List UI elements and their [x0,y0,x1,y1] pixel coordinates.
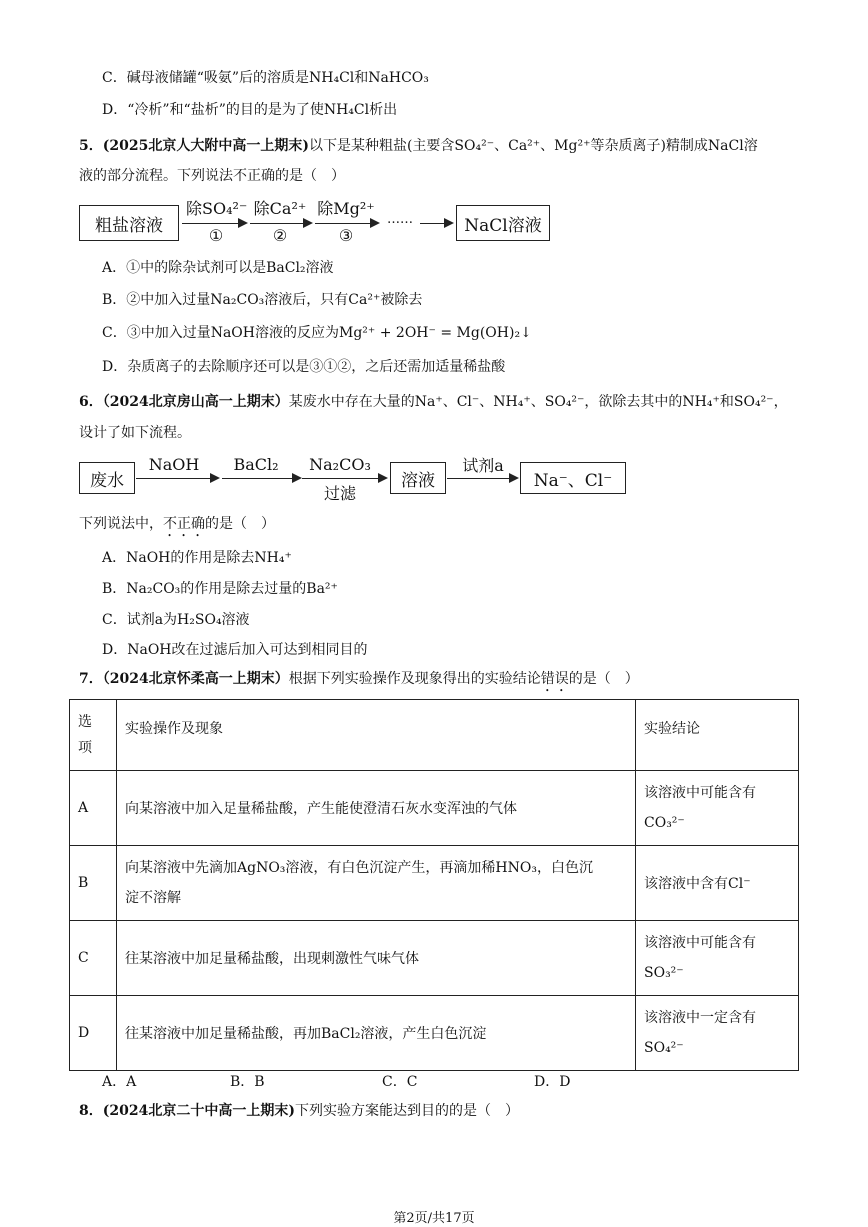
q6-flow-label-na2co3: Na₂CO₃ [309,455,371,474]
q5-flow-step3-top: 除Mg²⁺ [317,199,375,218]
q6-option-c: C．试剂a为H₂SO₄溶液 [102,612,250,628]
q6-flow-arrow-1 [136,478,210,479]
q6-flow-label-reagent-a: 试剂a [462,456,504,475]
q5-flow-step3-bottom: ③ [338,226,354,245]
q6-flow-label-naoh: NaOH [148,455,200,474]
q5-flow-arrow-4 [420,223,444,224]
q7-number: 7． [79,671,103,687]
q5-flow-start-box: 粗盐溶液 [79,205,179,241]
q7-row-b-conclusion: 该溶液中含有Cl⁻ [636,846,799,921]
q7-row-a-option: A [70,771,117,846]
q7-row-b-option: B [70,846,117,921]
q6-flow-end-box: Na⁻、Cl⁻ [520,462,626,494]
q7-row-c-conclusion: 该溶液中可能含有 SO₃²⁻ [636,921,799,996]
page-footer: 第2页/共17页 [393,1211,475,1226]
q5-option-b: B．②中加入过量Na₂CO₃溶液后，只有Ca²⁺被除去 [102,292,423,308]
table-row [70,846,799,921]
q5-option-a: A．①中的除杂试剂可以是BaCl₂溶液 [102,260,334,276]
q7-table [69,699,799,1071]
q6-flow-arrow-3 [302,478,378,479]
q7-row-a-operation: 向某溶液中加入足量稀盐酸，产生能使澄清石灰水变浑浊的气体 [117,771,636,846]
q5-option-d: D．杂质离子的去除顺序还可以是③①②，之后还需加适量稀盐酸 [102,359,506,375]
q7-header-option: 选 项 [70,700,117,771]
q7-source: （2024北京怀柔高一上期末） [102,671,289,687]
q5-stem-line2: 液的部分流程。下列说法不正确的是（ ） [79,168,345,184]
q5-flow-ellipsis: …… [387,212,413,227]
q5-flow-arrow-2 [250,223,303,224]
q5-flow-step2-top: 除Ca²⁺ [253,199,307,218]
q5-stem-text: 以下是某种粗盐(主要含SO₄²⁻、Ca²⁺、Mg²⁺等杂质离子)精制成NaCl溶 [308,138,758,154]
q7-answer-a: A．A [102,1074,137,1090]
q7-row-b-operation: 向某溶液中先滴加AgNO₃溶液，有白色沉淀产生，再滴加稀HNO₃，白色沉 淀不溶解 [117,846,636,921]
q8-number: 8． [79,1103,103,1119]
q5-flow-step1-top: 除SO₄²⁻ [186,199,248,218]
q7-stem-suffix: 的是（ ） [568,671,639,687]
q6-prompt-suffix: 的是（ ） [205,516,275,532]
q6-option-a: A．NaOH的作用是除去NH₄⁺ [102,550,292,566]
q7-answer-c: C．C [382,1074,418,1090]
q6-option-d: D．NaOH改在过滤后加入可达到相同目的 [102,642,368,658]
q7-row-d-option: D [70,996,117,1071]
q6-flow-arrow-2 [222,478,292,479]
q7-stem [79,669,639,695]
table-row [70,996,799,1071]
q7-row-d-operation: 往某溶液中加足量稀盐酸，再加BaCl₂溶液，产生白色沉淀 [117,996,636,1071]
q8-stem [79,1101,519,1121]
q5-number: 5． [79,138,103,154]
q6-flow-mid-box: 溶液 [390,462,446,494]
q4-option-d: D．“冷析”和“盐析”的目的是为了使NH₄Cl析出 [102,102,398,118]
q6-source: （2024北京房山高一上期末） [102,394,289,410]
q7-answer-b: B．B [230,1074,265,1090]
q6-stem-line2: 设计了如下流程。 [79,425,191,441]
q5-stem-line1 [79,136,758,156]
q7-header-conclusion: 实验结论 [636,700,799,771]
q5-flow-arrowhead-4 [444,218,454,228]
q6-flow-start-box: 废水 [79,462,135,494]
q8-source: (2024北京二十中高一上期末) [102,1103,295,1119]
q6-option-b: B．Na₂CO₃的作用是除去过量的Ba²⁺ [102,581,338,597]
q6-prompt [79,514,275,540]
q7-stem-emphasis: 错误 [540,671,569,687]
table-row [70,771,799,846]
q6-flow-label-bacl2: BaCl₂ [233,455,279,474]
q7-row-c-option: C [70,921,117,996]
q7-row-a-conclusion: 该溶液中可能含有 CO₃²⁻ [636,771,799,846]
q8-stem-text: 下列实验方案能达到目的的是（ ） [294,1103,519,1119]
q4-option-c: C．碱母液储罐“吸氨”后的溶质是NH₄Cl和NaHCO₃ [102,70,429,86]
q7-stem-prefix: 根据下列实验操作及现象得出的实验结论 [288,671,541,687]
q6-flow-arrow-4 [447,478,509,479]
q5-flow-step2-bottom: ② [272,226,288,245]
q7-header-operation: 实验操作及现象 [117,700,636,771]
q7-table-header-row [70,700,799,771]
q7-answer-d: D．D [534,1074,571,1090]
q6-stem-line1 [79,392,788,412]
q5-flow-step1-bottom: ① [208,226,224,245]
q6-flow-arrowhead-1 [210,473,220,483]
q5-flow-arrow-3 [315,223,370,224]
q5-flow-arrow-1 [182,223,238,224]
q6-flow-arrowhead-2 [292,473,302,483]
table-row [70,921,799,996]
q7-row-d-conclusion: 该溶液中一定含有 SO₄²⁻ [636,996,799,1071]
q7-row-c-operation: 往某溶液中加足量稀盐酸，出现刺激性气味气体 [117,921,636,996]
q6-flow-arrowhead-3 [378,473,388,483]
q6-prompt-emphasis: 不正确 [163,516,205,532]
q6-number: 6． [79,394,103,410]
q6-stem-text: 某废水中存在大量的Na⁺、Cl⁻、NH₄⁺、SO₄²⁻，欲除去其中的NH₄⁺和SO₄²⁻， [288,394,788,410]
q5-flow-end-box: NaCl溶液 [456,205,550,241]
q6-flow-arrowhead-4 [509,473,519,483]
q6-flow-label-filter: 过滤 [323,484,356,503]
q5-option-c: C．③中加入过量NaOH溶液的反应为Mg²⁺ + 2OH⁻ = Mg(OH)₂↓ [102,325,532,341]
q6-prompt-prefix: 下列说法中， [79,516,163,532]
q5-source: (2025北京人大附中高一上期末) [102,138,309,154]
